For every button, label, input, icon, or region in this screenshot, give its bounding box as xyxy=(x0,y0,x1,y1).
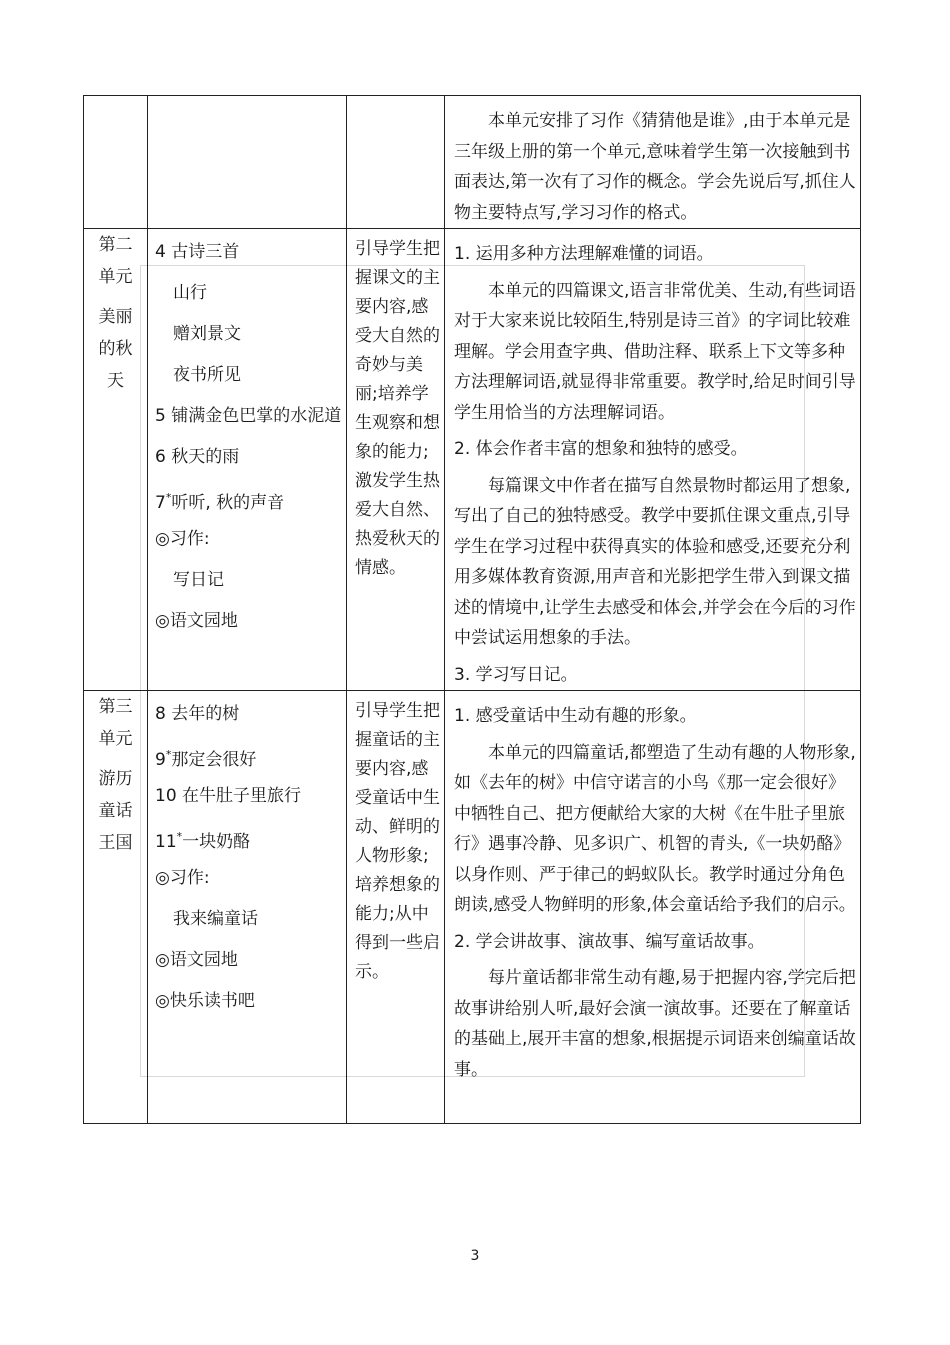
lesson-title: 古诗三首 xyxy=(171,242,240,262)
goals-cell xyxy=(347,691,445,1124)
unit-number: 第三单元 xyxy=(98,697,133,749)
lesson-title: ◎习作: xyxy=(155,529,210,549)
lesson-item xyxy=(155,820,346,861)
lesson-number: 5 xyxy=(155,406,166,426)
teaching-plan-table xyxy=(83,95,861,1124)
lesson-title: 赠刘景文 xyxy=(173,324,241,344)
lesson-item xyxy=(155,943,346,984)
lessons-cell xyxy=(148,691,347,1124)
lesson-number: 10 xyxy=(155,786,177,806)
lesson-item xyxy=(155,399,346,440)
description-paragraph: 每片童话都非常生动有趣,易于把握内容,学完后把故事讲给别人听,最好会演一演故事。还要在了解童话的基础上,展开丰富的想象,根据提示词语来创编童话故事。 xyxy=(454,968,856,1080)
lesson-title: ◎习作: xyxy=(155,868,210,888)
unit-cell xyxy=(84,691,148,1124)
lessons-cell xyxy=(148,229,347,691)
description-heading: 1. 运用多种方法理解难懂的词语。 xyxy=(454,244,714,264)
lesson-title: 写日记 xyxy=(173,570,224,590)
lesson-item xyxy=(155,440,346,481)
lesson-number: 11 xyxy=(155,832,177,852)
description-heading: 1. 感受童话中生动有趣的形象。 xyxy=(454,706,697,726)
lesson-item xyxy=(155,276,346,317)
lesson-title: 那定会很好 xyxy=(171,750,257,770)
lesson-item xyxy=(155,317,346,358)
description-cell xyxy=(445,691,861,1124)
goals-cell xyxy=(347,229,445,691)
table-row xyxy=(84,691,861,1124)
lesson-number: 6 xyxy=(155,447,166,467)
description-heading: 2. 体会作者丰富的想象和独特的感受。 xyxy=(454,439,748,459)
teaching-goal: 引导学生把握课文的主要内容,感受大自然的奇妙与美丽;培养学生观察和想象的能力;激发学生热爱大自然、热爱秋天的情感。 xyxy=(355,239,440,578)
lesson-title: 去年的树 xyxy=(171,704,240,724)
lesson-title: 秋天的雨 xyxy=(171,447,240,467)
lesson-title: 在牛肚子里旅行 xyxy=(182,786,302,806)
unit-theme: 游历童话王国 xyxy=(98,769,133,853)
lesson-item xyxy=(155,738,346,779)
lesson-item xyxy=(155,779,346,820)
teaching-goal: 引导学生把握童话的主要内容,感受童话中生动、鲜明的人物形象;培养想象的能力;从中得到一些启示。 xyxy=(355,701,440,982)
lesson-item xyxy=(155,902,346,943)
lesson-title: 听听, 秋的声音 xyxy=(171,493,285,513)
description-heading: 3. 学习写日记。 xyxy=(454,664,578,685)
lesson-title: 我来编童话 xyxy=(173,909,258,929)
lesson-item xyxy=(155,861,346,902)
optional-lesson-marker: * xyxy=(165,491,172,504)
description-paragraph: 本单元的四篇课文,语言非常优美、生动,有些词语对于大家来说比较陌生,特别是诗三首》的字词比较难理解。学会用查字典、借助注释、联系上下文等多种方法理解词语,就显得非常重要。教学时,给足时间引导学生用恰当的方法理解词语。 xyxy=(454,280,856,423)
lesson-title: ◎语文园地 xyxy=(155,950,238,970)
lesson-item xyxy=(155,481,346,522)
lesson-item xyxy=(155,984,346,1025)
unit-cell xyxy=(84,96,148,229)
lesson-item xyxy=(155,358,346,399)
table-row xyxy=(84,96,861,229)
lesson-item xyxy=(155,604,346,645)
lessons-cell xyxy=(148,96,347,229)
unit-cell xyxy=(84,229,148,691)
lesson-title: ◎快乐读书吧 xyxy=(155,991,255,1011)
lesson-item xyxy=(155,235,346,276)
lesson-title: 一块奶酪 xyxy=(182,832,251,852)
lesson-number: 9 xyxy=(155,750,166,770)
description-cell xyxy=(445,229,861,691)
lesson-title: 铺满金色巴掌的水泥道 xyxy=(171,406,342,426)
table-row xyxy=(84,229,861,691)
lesson-title: ◎语文园地 xyxy=(155,611,238,631)
optional-lesson-marker: * xyxy=(165,748,172,761)
lesson-number: 8 xyxy=(155,704,166,724)
unit-theme: 美丽的秋天 xyxy=(98,307,133,391)
lesson-item xyxy=(155,563,346,604)
unit-number: 第二单元 xyxy=(98,235,133,287)
optional-lesson-marker: * xyxy=(176,830,183,843)
goals-cell xyxy=(347,96,445,229)
lesson-title: 山行 xyxy=(173,283,207,303)
description-paragraph: 本单元的四篇童话,都塑造了生动有趣的人物形象,如《去年的树》中信守诺言的小鸟《那一定会很好》中牺牲自己、把方便献给大家的大树《在牛肚子里旅行》遇事冷静、见多识广、机智的青头,《一块奶酪》以身作则、严于律己的蚂蚁队长。教学时通过分角色朗读,感受人物鲜明的形象,体会童话给予我们的启示。 xyxy=(454,742,856,915)
description-cell xyxy=(445,96,861,229)
lesson-title: 夜书所见 xyxy=(173,365,241,385)
page-number: 3 xyxy=(470,1248,480,1264)
lesson-number: 7 xyxy=(155,493,166,513)
lesson-item xyxy=(155,697,346,738)
description-paragraph: 本单元安排了习作《猜猜他是谁》,由于本单元是三年级上册的第一个单元,意味着学生第一次接触到书面表达,第一次有了习作的概念。学会先说后写,抓住人物主要特点写,学习习作的格式。 xyxy=(454,111,856,223)
description-paragraph: 每篇课文中作者在描写自然景物时都运用了想象,写出了自己的独特感受。教学中要抓住课文重点,引导学生在学习过程中获得真实的体验和感受,还要充分利用多媒体教育资源,用声音和光影把学生带入到课文描述的情境中,让学生去感受和体会,并学会在今后的习作中尝试运用想象的手法。 xyxy=(454,475,856,648)
description-heading: 2. 学会讲故事、演故事、编写童话故事。 xyxy=(454,931,765,952)
lesson-item xyxy=(155,522,346,563)
lesson-number: 4 xyxy=(155,242,166,262)
